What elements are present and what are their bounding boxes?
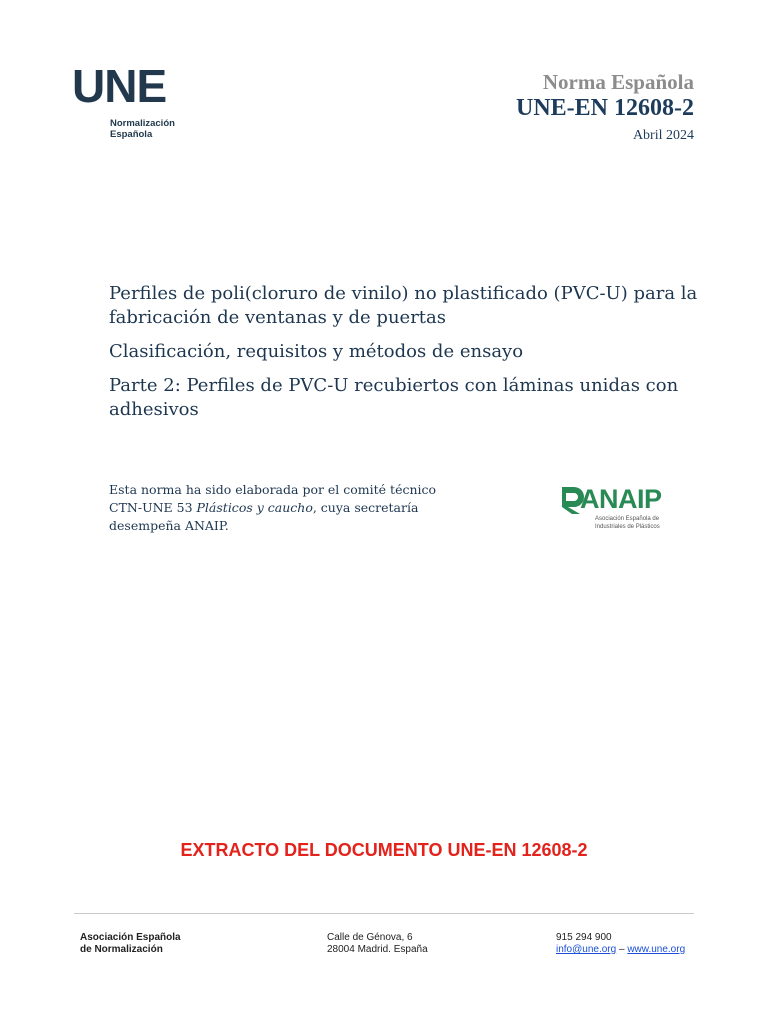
committee-note (109, 481, 469, 535)
footer-address-line2: 28004 Madrid. España (327, 944, 428, 955)
footer-phone: 915 294 900 (556, 932, 612, 943)
footer-org-line2: de Normalización (80, 944, 163, 955)
title-subtitle: Clasificación, requisitos y métodos de ensayo (109, 341, 524, 362)
committee-name: Plásticos y caucho (196, 500, 313, 515)
anaip-subtitle-line2: Industriales de Plásticos (595, 523, 660, 530)
une-logo (72, 60, 192, 146)
une-logo-subtitle-line2: Española (110, 129, 153, 140)
une-logo-subtitle (110, 118, 175, 140)
document-title (109, 282, 709, 422)
extract-notice: EXTRACTO DEL DOCUMENTO UNE-EN 12608-2 (180, 840, 588, 860)
norma-date: Abril 2024 (632, 128, 694, 143)
anaip-wordmark: ANAIP (580, 484, 662, 514)
footer-email-link[interactable]: info@une.org (556, 944, 617, 955)
footer-link-separator: – (618, 944, 625, 955)
norma-code: UNE-EN 12608-2 (516, 95, 694, 121)
footer-divider (74, 913, 694, 914)
footer-links (556, 944, 685, 956)
title-part: Parte 2: Perfiles de PVC-U recubiertos con láminas unidas con adhesivos (109, 375, 679, 420)
committee-text-after: , cuya secretaría desempeña ANAIP. (109, 500, 419, 533)
footer-contact (556, 932, 685, 956)
footer-organization (80, 932, 181, 956)
footer-address (327, 932, 428, 956)
committee-text-before: Esta norma ha sido elaborada por el comité técnico CTN-UNE 53 (109, 482, 437, 515)
une-logo-subtitle-line1: Normalización (110, 118, 175, 129)
title-main: Perfiles de poli(cloruro de vinilo) no plastificado (PVC-U) para la fabricación de ventanas y de puertas (109, 283, 698, 328)
footer-address-line1: Calle de Génova, 6 (327, 932, 413, 943)
footer-org-line1: Asociación Española (80, 932, 181, 943)
anaip-subtitle (595, 516, 660, 531)
footer-website-link[interactable]: www.une.org (627, 944, 686, 955)
anaip-logo (556, 484, 676, 536)
anaip-subtitle-line1: Asociación Española de (595, 516, 660, 522)
norma-label: Norma Española (542, 70, 694, 94)
une-logo-wordmark: UNE (72, 60, 167, 112)
